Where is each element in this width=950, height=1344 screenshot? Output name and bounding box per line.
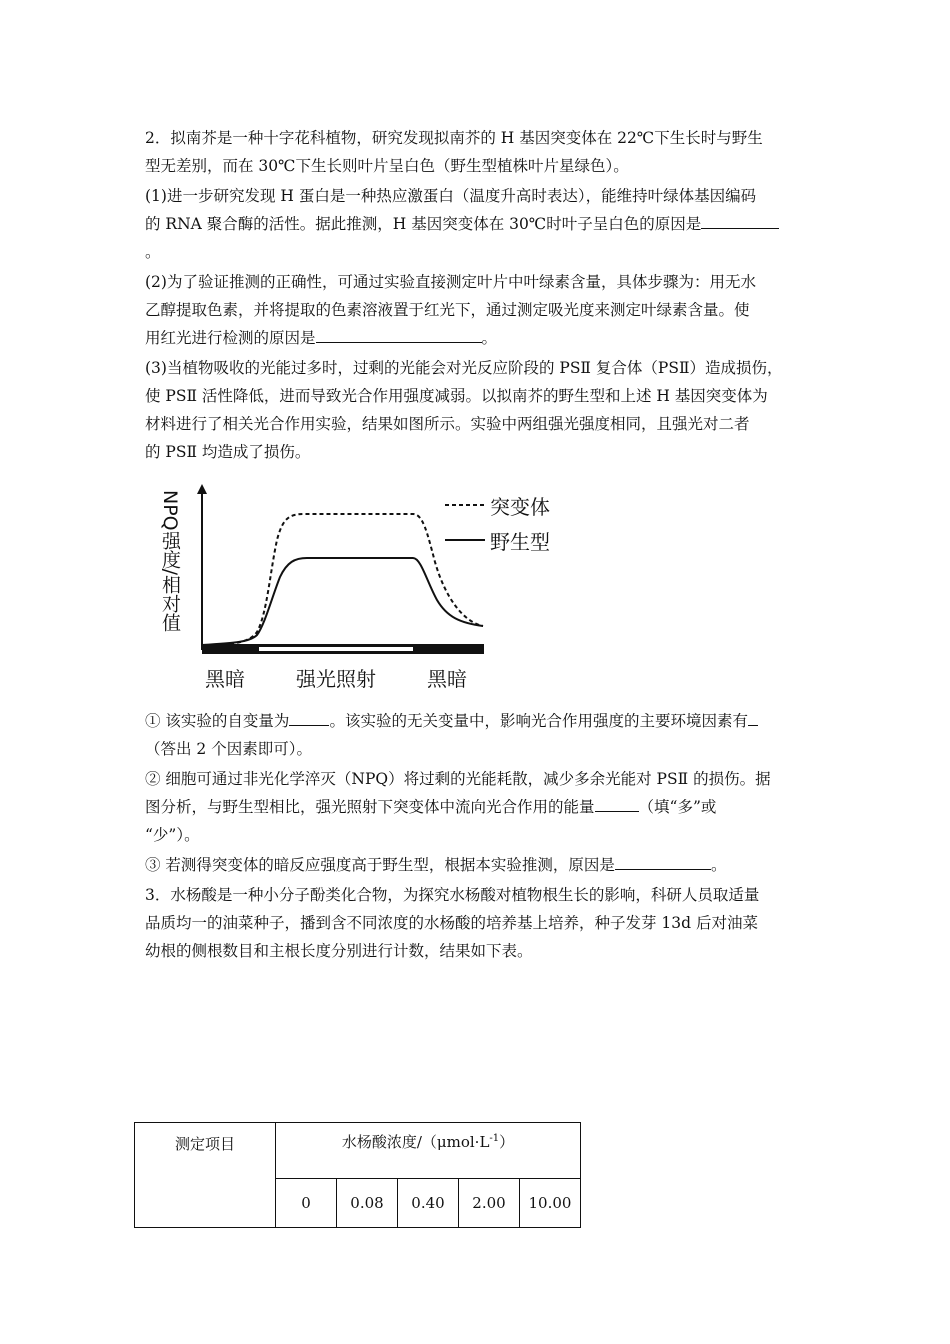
q2-p1-line1: (1)进一步研究发现 H 蛋白是一种热应激蛋白（温度升高时表达），能维持叶绿体基因编码	[145, 187, 757, 205]
q3-line3: 幼根的侧根数目和主根长度分别进行计数，结果如下表。	[145, 942, 533, 960]
q2-p2-line3-end: 。	[481, 329, 498, 347]
bar-label-dark-1: 黑暗	[205, 667, 245, 691]
q2-sub3-line1b: 。	[710, 856, 727, 874]
q3-line2: 品质均一的油菜种子，播到含不同浓度的水杨酸的培养基上培养，种子发芽 13d 后对油菜	[145, 914, 759, 932]
q3-intro	[145, 881, 810, 965]
q2-sub1-line1: ① 该实验的自变量为	[145, 712, 290, 730]
table-header-item: 测定项目	[135, 1123, 276, 1228]
answer-blank[interactable]	[595, 794, 639, 812]
q2-sub2-line2: 图分析，与野生型相比，强光照射下突变体中流向光合作用的能量	[145, 798, 595, 816]
q2-sub2-line2b: （填“多”或	[638, 798, 717, 816]
bar-label-dark-2: 黑暗	[427, 667, 467, 691]
q2-p1-line3: 。	[145, 243, 161, 261]
q2-part1	[145, 182, 810, 266]
q2-p3-line2: 使 PSⅡ 活性降低，进而导致光合作用强度减弱。以拟南芥的野生型和上述 H 基因突变体为	[145, 387, 768, 405]
q2-p2-line3: 用红光进行检测的原因是	[145, 329, 316, 347]
light-bar-light-segment	[259, 647, 413, 651]
conc-unit: ·L	[474, 1133, 490, 1151]
legend-mutant: 突变体	[490, 495, 550, 519]
q2-p1-line2: 的 RNA 聚合酶的活性。据此推测，H 基因突变体在 30℃时叶子呈白色的原因是	[145, 215, 702, 233]
q2-sub3-line1: ③ 若测得突变体的暗反应强度高于野生型，根据本实验推测，原因是	[145, 856, 615, 874]
q2-sub1-line1b: 。该实验的无关变量中，影响光合作用强度的主要环境因素有	[329, 712, 748, 730]
q2-p2-line2: 乙醇提取色素，并将提取的色素溶液置于红光下，通过测定吸光度来测定叶绿素含量。使	[145, 301, 750, 319]
q2-part2	[145, 268, 810, 352]
conc-label: 水杨酸浓度/（μmol	[341, 1133, 475, 1151]
npq-figure	[159, 482, 585, 697]
q2-p2-line1: (2)为了验证推测的正确性，可通过实验直接测定叶片中叶绿素含量，具体步骤为：用无水	[145, 273, 756, 291]
answer-blank[interactable]	[701, 211, 779, 229]
conc-cell: 10.00	[520, 1179, 581, 1228]
q2-sub2	[145, 765, 810, 849]
q2-p3-line4: 的 PSⅡ 均造成了损伤。	[145, 443, 311, 461]
answer-blank[interactable]	[615, 852, 711, 870]
document-page	[145, 124, 810, 967]
conc-exponent: -1	[489, 1133, 500, 1144]
q2-sub1	[145, 707, 810, 763]
answer-blank[interactable]	[289, 708, 329, 726]
legend-wildtype: 野生型	[490, 530, 550, 554]
answer-blank[interactable]	[748, 708, 758, 726]
y-axis-arrow	[197, 484, 207, 494]
q2-sub2-line3: “少”）。	[145, 826, 200, 844]
q2-intro-line1: 2．拟南芥是一种十字花科植物，研究发现拟南芥的 H 基因突变体在 22℃下生长时与野生	[145, 129, 763, 147]
q2-sub1-line2: （答出 2 个因素即可）。	[145, 740, 312, 758]
q3-line1: 3．水杨酸是一种小分子酚类化合物，为探究水杨酸对植物根生长的影响，科研人员取适量	[145, 886, 760, 904]
mutant-curve	[202, 514, 483, 645]
conc-label-end: ）	[499, 1133, 515, 1151]
q2-intro-line2: 型无差别，而在 30℃下生长则叶片呈白色（野生型植株叶片星绿色）。	[145, 157, 629, 175]
conc-cell: 0.40	[398, 1179, 459, 1228]
q2-sub3	[145, 851, 810, 879]
conc-cell: 0.08	[337, 1179, 398, 1228]
conc-cell: 2.00	[459, 1179, 520, 1228]
q2-p3-line3: 材料进行了相关光合作用实验，结果如图所示。实验中两组强光强度相同，且强光对二者	[145, 415, 750, 433]
table-header-concentration	[276, 1123, 581, 1179]
conc-cell: 0	[276, 1179, 337, 1228]
salicylic-acid-table	[134, 1122, 581, 1228]
q2-part3	[145, 354, 810, 466]
q2-intro	[145, 124, 810, 180]
wildtype-curve	[202, 558, 483, 645]
q2-p3-line1: (3)当植物吸收的光能过多时，过剩的光能会对光反应阶段的 PSⅡ 复合体（PSⅡ）造成损伤，	[145, 359, 783, 377]
bar-label-strong-light: 强光照射	[296, 667, 376, 691]
q2-sub2-line1: ② 细胞可通过非光化学淬灭（NPQ）将过剩的光能耗散，减少多余光能对 PSⅡ 的损伤。据	[145, 770, 771, 788]
y-axis-label: NPQ强度/相对值	[159, 490, 181, 633]
answer-blank[interactable]	[316, 325, 482, 343]
